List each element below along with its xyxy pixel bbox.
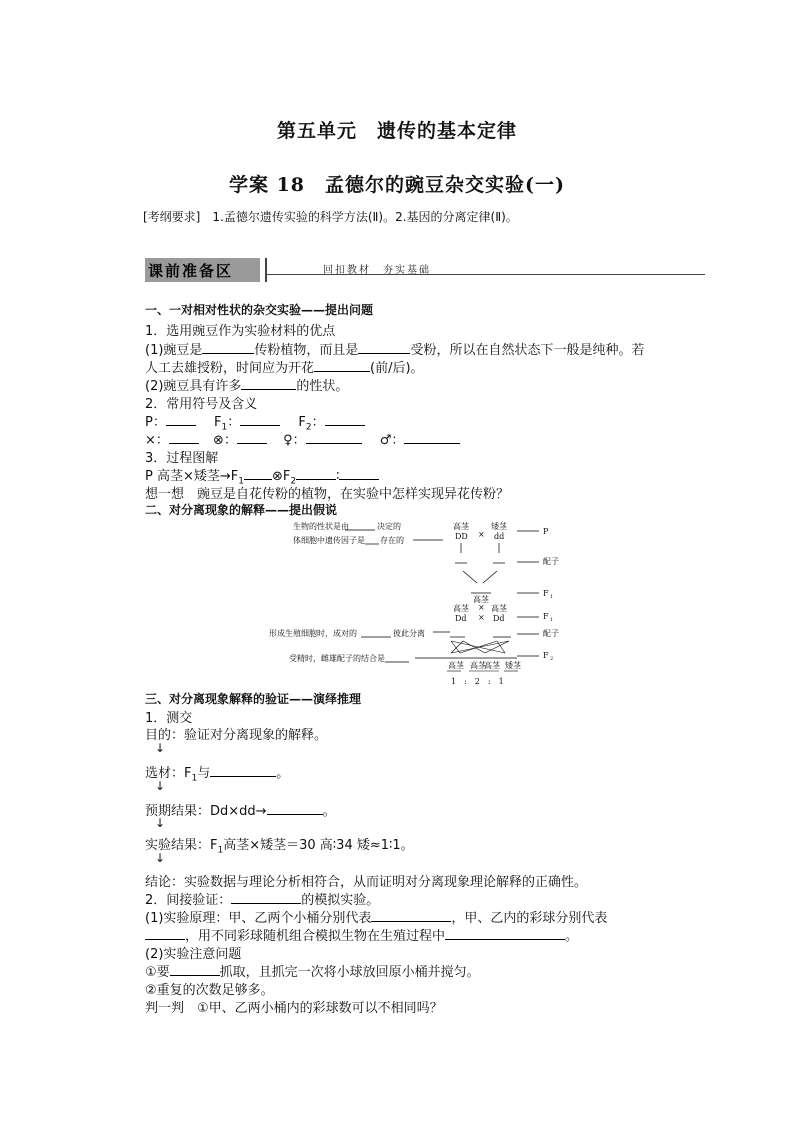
- diag-f2-tall2: 高茎: [470, 661, 486, 670]
- sym-female: ♀：: [283, 433, 306, 448]
- s1-think: 想一想 豌豆是自花传粉的植物，在实验中怎样实现异花传粉？: [145, 487, 510, 502]
- diag-label-F1a-sub: 1: [550, 594, 554, 600]
- s3-item2: [145, 889, 379, 908]
- flow-arrow-2: ↓: [155, 779, 166, 793]
- diag-f1-tall: 高茎: [473, 595, 489, 604]
- blank: [240, 413, 280, 426]
- s3-note1: [145, 961, 480, 980]
- diag-p-short: 矮茎: [491, 522, 507, 531]
- s1-p1b: 传粉植物，而且是: [254, 343, 359, 358]
- blank: [296, 467, 336, 480]
- s1-p1-line2: [145, 357, 424, 376]
- s1-symbols-row2: [145, 429, 460, 448]
- flow-arrow-1: ↓: [155, 741, 166, 755]
- s1-item1: 1．选用豌豆作为实验材料的优点: [145, 324, 336, 339]
- flow-arrow-4: ↓: [155, 851, 166, 865]
- diag-label-F2: F: [543, 651, 549, 660]
- s3-conclusion: 结论：实验数据与理论分析相符合，从而证明对分离现象理论解释的正确性。: [145, 875, 588, 890]
- s1-p1c: 受粉，所以在自然状态下一般是纯种。若: [410, 343, 645, 358]
- result-b: 高茎×矮茎＝30 高∶34 矮≈1∶1。: [223, 838, 414, 853]
- diag-label-gamete2: 配子: [543, 629, 559, 638]
- diag-left4: 受精时，雌雄配子的结合是: [289, 654, 385, 663]
- note1-b: 抓取，且抓完一次将小球放回原小桶并搅匀。: [219, 965, 480, 980]
- diag-label-F1a: F: [543, 589, 549, 598]
- princ-a: (1)实验原理：甲、乙两个小桶分别代表: [145, 911, 372, 926]
- diag-left3: 形成生殖细胞时，成对的: [269, 629, 357, 638]
- result-sub: 1: [217, 845, 224, 856]
- s1-item3: 3．过程图解: [145, 451, 219, 466]
- blank: [371, 909, 451, 922]
- material-c: 。: [276, 766, 290, 781]
- s3-principle-line1: [145, 907, 607, 926]
- result-a: 实验结果：F: [145, 838, 218, 853]
- diag-f2-short: 矮茎: [505, 661, 521, 670]
- sym-self: ⊗：: [213, 433, 237, 448]
- sym-f1: F: [213, 415, 222, 430]
- diag-label-F2-sub: 2: [550, 656, 554, 662]
- s3-item1: 1．测交: [145, 711, 193, 726]
- blank: [314, 359, 370, 372]
- blank: [306, 431, 362, 444]
- princ-b: ，甲、乙内的彩球分别代表: [451, 911, 608, 926]
- blank: [145, 927, 185, 940]
- flow-arrow-3: ↓: [155, 816, 166, 830]
- s3-notes: (2)实验注意问题: [145, 947, 242, 962]
- blank: [267, 802, 323, 815]
- blank: [445, 927, 565, 940]
- process-sub1: 1: [238, 476, 244, 487]
- s1-symbols-row1: P： $F_1$： $F_2$：: [145, 411, 365, 433]
- diag-f1-tall3: 高茎: [491, 604, 507, 613]
- princ-c: ，用不同彩球随机组合模拟生物在生殖过程中: [185, 929, 446, 944]
- s3-material: [145, 762, 289, 784]
- diag-label-F1b-sub: 1: [550, 617, 554, 623]
- predict-a: 预期结果：Dd×dd→: [145, 804, 267, 819]
- diag-f1-Dd2: Dd: [493, 614, 505, 623]
- blank: [237, 431, 267, 444]
- blank: [169, 431, 199, 444]
- banner-label: 课前准备区: [148, 262, 234, 280]
- diag-f2-tall1: 高茎: [448, 661, 464, 670]
- diag-ratio: 1 : 2 : 1: [451, 677, 504, 686]
- diag-f1-Dd1: Dd: [455, 614, 467, 623]
- material-a: 选材：F: [145, 766, 192, 781]
- exam-requirements: [考纲要求] 1.孟德尔遗传实验的科学方法(Ⅱ)。2.基因的分离定律(Ⅱ)。: [143, 210, 518, 224]
- process-a: P 高茎×矮茎→F: [145, 469, 239, 484]
- sym-f2-sub: 2: [305, 422, 312, 433]
- unit-title: 第五单元 遗传的基本定律: [276, 120, 517, 142]
- sym-p: P：: [145, 415, 166, 430]
- s1-p2a: (2)豌豆具有许多: [145, 379, 242, 394]
- process-b: ⊗F: [271, 469, 291, 484]
- material-sub: 1: [191, 773, 198, 784]
- diag-p-dd: dd: [494, 532, 505, 541]
- blank: [202, 341, 254, 354]
- segregation-diagram: [269, 517, 585, 687]
- sym-male: ♂：: [379, 433, 405, 448]
- lesson-title: 学案 18 孟德尔的豌豆杂交实验(一): [228, 174, 566, 196]
- s3-note2: ②重复的次数足够多。: [145, 983, 274, 998]
- item2-a: 2．间接验证：: [145, 893, 232, 908]
- blank: [241, 377, 296, 390]
- blank: [325, 413, 365, 426]
- diag-left2: 体细胞中遗传因子是: [293, 536, 365, 545]
- blank: [170, 963, 220, 976]
- process-c: ∶: [336, 469, 340, 484]
- diag-left1: 生物的性状是由: [293, 522, 349, 531]
- diag-f1-x2: ×: [478, 613, 485, 622]
- blank: [210, 764, 276, 777]
- blank: [166, 413, 196, 426]
- s1-item2: 2．常用符号及含义: [145, 397, 258, 412]
- diag-f1-tall2: 高茎: [453, 604, 469, 613]
- section3-heading: 三、对分离现象解释的验证——演绎推理: [145, 692, 362, 706]
- blank: [404, 431, 460, 444]
- sym-cross: ×：: [145, 433, 169, 448]
- s3-result: [145, 834, 414, 856]
- blank: [244, 467, 272, 480]
- section1-heading: 一、一对相对性状的杂交实验——提出问题: [145, 303, 374, 317]
- diag-f1-x1: ×: [478, 603, 485, 612]
- diag-left3b: 彼此分离: [393, 629, 425, 638]
- diag-p-x: ×: [478, 530, 485, 539]
- s1-p1d: 人工去雄授粉，时间应为开花: [145, 361, 315, 376]
- diag-label-gamete1: 配子: [543, 557, 559, 566]
- material-b: 与: [197, 766, 211, 781]
- diag-label-P: P: [543, 527, 549, 536]
- diag-label-F1b: F: [543, 612, 549, 621]
- note1-a: ①要: [145, 965, 170, 980]
- s1-p1a: (1)豌豆是: [145, 343, 203, 358]
- section-banner: [145, 258, 705, 282]
- s3-predict: [145, 800, 336, 819]
- s3-purpose: 目的：验证对分离现象的解释。: [145, 728, 328, 743]
- sym-f1-sub: 1: [221, 422, 228, 433]
- section2-heading: 二、对分离现象的解释——提出假说: [145, 503, 338, 517]
- s3-judge: 判一判 ①甲、乙两小桶内的彩球数可以不相同吗？: [145, 1001, 443, 1016]
- diag-f2-tall3: 高茎: [484, 661, 500, 670]
- diag-left2b: 存在的: [380, 536, 404, 545]
- s1-p2: [145, 375, 348, 394]
- blank: [358, 341, 410, 354]
- blank: [339, 467, 379, 480]
- process-sub2: 2: [290, 476, 297, 487]
- princ-d: 。: [565, 929, 579, 944]
- s1-p1-line1: [145, 339, 644, 358]
- predict-b: 。: [322, 804, 336, 819]
- diag-p-DD: DD: [455, 532, 468, 541]
- s3-principle-line2: [145, 925, 578, 944]
- sym-f2: F: [298, 415, 306, 430]
- blank: [231, 891, 301, 904]
- banner-subtitle: 回扣教材 夯实基础: [323, 265, 431, 276]
- banner-divider: [265, 258, 267, 282]
- item2-b: 的模拟实验。: [301, 893, 380, 908]
- s1-p1e: (前/后)。: [370, 361, 424, 376]
- diag-left1b: 决定的: [377, 522, 401, 531]
- diag-p-tall: 高茎: [453, 522, 469, 531]
- s1-p2b: 的性状。: [296, 379, 349, 394]
